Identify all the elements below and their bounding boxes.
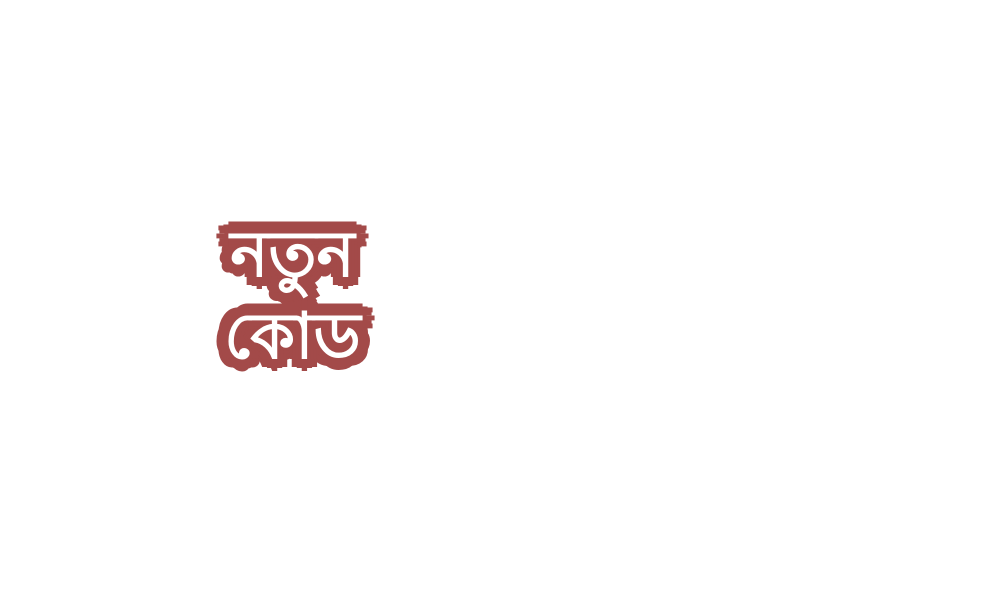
sticker-line-2: কোড [224, 300, 361, 374]
new-code-sticker [190, 205, 395, 380]
sticker-line-1: নতুন [230, 218, 355, 292]
